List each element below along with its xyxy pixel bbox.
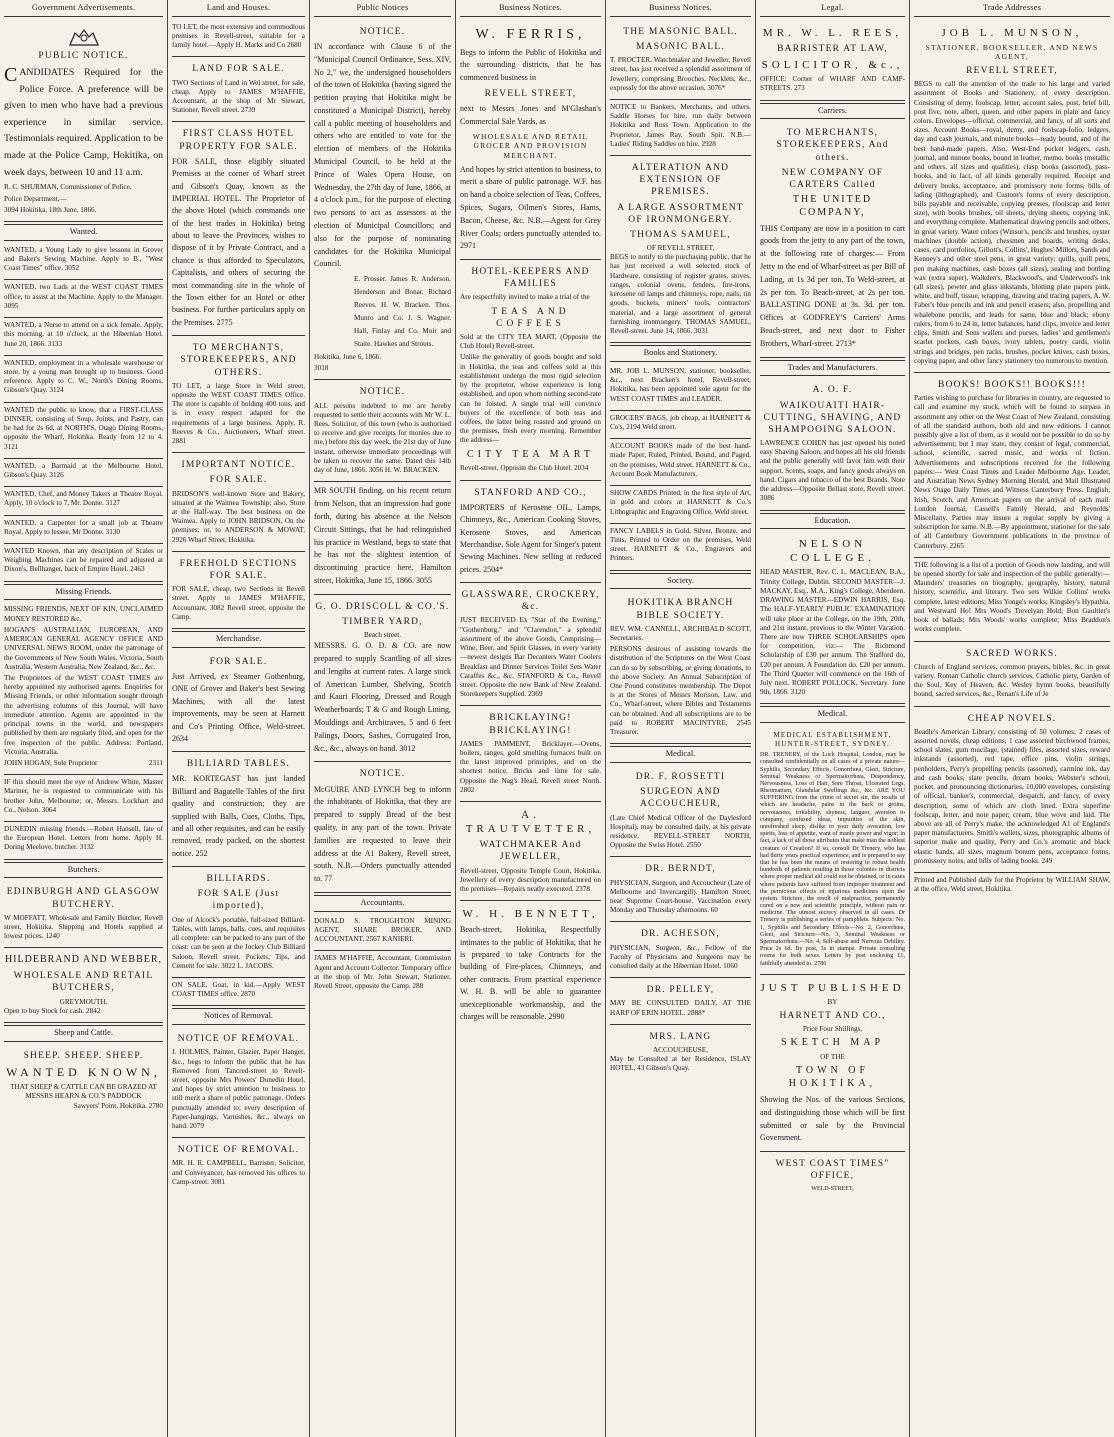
ad-item: FIRST CLASS HOTEL PROPERTY FOR SALE. FOR SALE, those eligibly situated Premises at the corner of Wharf street and Gibson's Quay, known as the IMPERIAL HOTEL. The Proprietor of the above Hotel (which commands one of the best trades in Hokitika) being about to leave the Provinces, wishes to dispose of it by Private Contract, and a chance is thus afforded to Speculators, Capitalists, and others of securing the most commanding site in the whole of the Town either for an Hotel or other business. For further particulars apply on the Premises. 2775: [172, 122, 305, 336]
column-business-2: [606, 0, 756, 1437]
column-business-1: [456, 0, 606, 1437]
ad-item: JAMES M'HAFFIE, Accountant, Commission Agent and Account Collector. Temporary office at the shop of Mr. John Stewart, Stationer, Revell Street, opposite the Camp. 288: [314, 954, 451, 990]
dept: Police Department,—: [4, 194, 67, 203]
ad-item: SHEEP. SHEEP. SHEEP. WANTED KNOWN, THAT SHEEP & CATTLE CAN BE GRAZED AT MESSRS HEARN & CO.'S PADDOCK Sawyers' Point, Hokitika. 2780: [6, 1050, 163, 1110]
column-public-notices: [310, 0, 456, 1437]
ad-item: WANTED, a Young Lady to give lessons in Grover and Baker's Sewing Machine. Apply to B., "West Coast Times" office. 3052: [4, 243, 163, 281]
section-header: Trades and Manufacturers.: [760, 360, 905, 377]
column-header: Land and Houses.: [172, 0, 305, 17]
section-header: Medical.: [610, 746, 751, 763]
ad-item: MR SOUTH finding, on his recent return from Nelson, that an impression had gone forth, during his absence at the Nelson Circuit Sittings, that he had relinquished his practice in Westland, begs to state that he has not the slightest intention of discontinuing practice here. Hamilton street, Hokitika, June 15, 1866. 3055: [314, 482, 451, 594]
ad-item: TO MERCHANTS, STOREKEEPERS, And others. NEW COMPANY OF CARTERS Called THE UNITED COMPANY, THIS Company are now in a position to cart goods from the jetty to any part of the town, at the following rate of charges:— From Jetty to the end of Wharf-street as per Bill of Lading, at 1s 3d per ton. To Weld-street, at 2s per ton. To Beach-street, at 2s per ton. BALLASTING DONE at 3s. 3d. per ton. Offices at GODFREY'S Carriers' Arms Beach-street, and next door to Fisher Brothers, Wharf-street. 2713*: [760, 121, 905, 357]
ad-item: DR. PELLEY, MAY BE CONSULTED DAILY, AT THE HARP OF ERIN HOTEL. 2888*: [610, 978, 751, 1025]
royal-crest-icon: [67, 27, 101, 47]
ad-item: WANTED, a Carpenter for a small job at Theatre Royal. Apply to lessee, Mr Donne. 3130: [4, 516, 163, 544]
section-header: Society.: [610, 573, 751, 590]
ad-item: DR. ACHESON, PHYSICIAN, Surgeon, &c., Fellow of the Faculty of Physicians and Surgeons may be consulted daily at the Hibernian Hotel. 1060: [610, 922, 751, 978]
ad-item: JOB L. MUNSON, STATIONER, BOOKSELLER, AND NEWS AGENT, REVELL STREET, BEGS to call the attention of the trade to his large and varied assortment of Books and Stationery, of every description. Consisting of demy, foolscap, letter, account sales, post, brief bill, post five, note, albert, queen, and other papers in plain and fancy colors. Envelopes—official, commercial, and fancy, of all sorts and sizes. Account Books—royal, demy, and foolscap-folio, ledgers, day and cash journals, and minute books—ready bound, and of the best hand-made papers. Also, West-End pocket ledgers, cash, journal, and minute books, bound in leather, memo. books (metallic and others, all sizes and qualities), clasp books (assorted), pass-books, and in fact, of all kinds generally required. Receipt and delivery books, acceptance, and promissory note forms, bills of lading (lithographed), and Custom's forms of every description, bills payable and receivable, copying presses, (foolscap and letter size), with books brushes, oil sheets, drying sheets, copying ink, and everything complete. Mathematical drawing pencils and others, in great variety. Water colors (Winsor's, pencils and brushes, oyster machines (double action), chessmen and boards, writing desks, cases, card portfolios, Gillott's, Collins', Hughes' Millors, Sands and Kenney's and other steel pens, in great variety; quills, quill pens, pen making machines, cash boxes (all sizes), sealing and bottling wax (extra super), Walkden's, Blackwood's, and Underwood's ink (all sizes), pewter and glass inkstands, blotting plate papers pink, white, and buff, tissue, wrapping, drawing and tracing papers, A. W. Faber's blue pencils and ink and pencil erasers; also, propelling and whalebone pencils, and leads for same, blue and black; ebony rulers, from 6 to 24 in, letter balances, hand clips, invoice and letter clips, Smith and Sons wallets and purses, ladies' and gentlemen's scarlet pockets, cash boxes, ivory tablets, poetry cards, violin strings and bridges, pen racks, brushes, pocket knives, cash boxes, copying paper, and other fancy stationery too numerous to mention.: [914, 20, 1110, 373]
ad-item: BRICKLAYING! BRICKLAYING! JAMES PAMMENT, Bricklayer.—Ovens, boilers, ranges, gold smelting furnaces built on the latest improved principles, and on the shortest notice. Bricks and lime for sale. Opposite the Nag's Head, Revell street North. 2802: [460, 706, 601, 802]
section-header: Sheep and Cattle.: [4, 1025, 163, 1042]
column-header: Trade Addresses: [914, 0, 1110, 17]
ad-item: NOTICE to Bankers, Merchants, and others. Saddle Horses for hire, run daily between Hokitika and Ross Town. Application to the Proprietor, James Ray, South Spit. N.B.—Ladies' Riding Saddles on hire. 2928: [610, 100, 751, 156]
ad-item: TO LET, the most extensive and commodious premises in Revell-street, suitable for a family hotel.—Apply H. Marks and Co 2680: [172, 20, 305, 58]
column-header: Government Advertisements.: [4, 0, 163, 17]
column-government: [0, 0, 168, 1437]
ad-item: MR. W. L. REES, BARRISTER AT LAW, SOLICITOR, &c., OFFICE: Corner of WHARF AND CAMP-STREETS. 273: [760, 20, 905, 101]
column-header: Legal.: [760, 0, 905, 17]
section-header: Medical.: [760, 706, 905, 723]
police-notice: [4, 20, 163, 222]
column-land: [168, 0, 310, 1437]
ad-item: BOOKS! BOOKS!! BOOKS!!! Parties wishing to purchase for libraries in country, are requested to call and examine my stock, which will be found to surpass in assortment any other on the West Coast of New Zealand, consisting of all the standard authors, both old and new editions. I cannot possibly give a list of them, as it would not be possible to do so by advertisement; but I may state, they consist of legal, commercial, school, scientific, sacred music, and works of fiction. Advertisements and subscriptions received for the following papers:— West Coast Times and Leader Melbourne Age, Leader, and Australian News Sydney Morning Herald, and Mail Illustrated News Otago Daily Times and Witness Canterbury Press. English, Irish, Scotch, and American papers on the arrival of each mail. London Journal, Cassell's Family Herald, and Reynolds' Miscellany. Parties may insure a regular supply by giving a subscription for same. N.B.—By appointment, stationer for the sale of all Canterbury Government publications in the province of Canterbury. 2265: [914, 373, 1110, 558]
ad-item: WANTED, two Lads at the WEST COAST TIMES office, to assist at the Machine. Apply to the Manager. 3095: [4, 280, 163, 318]
date: 3094 Hokitika, 18th June, 1866.: [4, 205, 97, 214]
ad-item: SACRED WORKS. Church of England services, common prayers, bibles, &c. in great variety. Roman Catholic church services, Catholic piety, Garden of the Soul, Key of Heaven, &c. Wesley hymn books, beautifully bound, sacred services, &c., Renan's Life of Je: [914, 642, 1110, 707]
ad-item: THE following is a list of a portion of Goods now landing, and will be opened shortly for sale and inspection of the public generally:— Maunders' treasuries on biography, geography, history, natural history, scientific, and literary. Two sets Wilkie Collins' works complete, latest editions; Miss Yonge's works; Kingsley's Hypathia, and Westward Ho! Mrs Wood's Trevelyan Hold; Bon Gaultier's book of ballads; Mrs Woods' works complete; Miss Braddon's works complete.: [914, 558, 1110, 642]
ad-item: IF this should meet the eye of Andrew White, Master Mariner, he is requested to communicate with his brother John, Melbourne; or, Messrs. Lockhart and Co., Nelson. 3064: [4, 775, 163, 822]
ad-item: JUST PUBLISHED BY HARNETT AND CO., Price Four Shillings, SKETCH MAP OF THE TOWN OF HOKITIKA, Showing the Nos. of the various Sections, and distinguishing those which will be first submitted or sale by the Provincial Government.: [760, 975, 905, 1152]
ad-item: MR. JOB L. MUNSON, stationer, bookseller, &c., next Bracken's hotel, Revell-street, Hokitika, has been appointed sole agent for the WEST COAST TIMES and LEADER.: [610, 364, 751, 411]
ad-item: LAND FOR SALE. TWO Sections of Land in Wel street, for sale, cheap. Apply to JAMES M'HAFFIE, Accountant, at the shop of Mr Stewart, Stationer, Revell street. 2739: [172, 57, 305, 122]
ad-item: NOTICE OF REMOVAL. MR. H. R. CAMPBELL, Barrister, Solicitor, and Conveyancer, has removed his offices to Camp-street. 3081: [172, 1145, 305, 1186]
ad-item: TO MERCHANTS, STOREKEEPERS, AND OTHERS. TO LET, a large Store in Weld street, opposite the WEST COAST TIMES Office. The store is capable of holding 400 tons, and is in every respect adapted for the requirements of a large business. Apply, R. Reeves & Co., Auctioneers, Wharf street. 2881: [172, 336, 305, 453]
section-header: Carriers.: [760, 103, 905, 120]
ad-item: WANTED, a Nurse to attend on a sick female. Apply, this morning, at 10 o'clock, at the Hibernian Hotel. June 20, 1866. 3133: [4, 318, 163, 356]
section-header: Books and Stationery.: [610, 345, 751, 362]
ad-item: NOTICE. ALL persons indebted to me are hereby requested to settle their accounts with Mr W. L. Rees, Solicitor, of this town (who is authorised to receive and give receipts for monies due to me,) before this day week, the 21st day of June instant, otherwise immediate proceedings will be taken to recover the same. Dated this 14th day of June, 1866. 3056 H. W. BRACKEN.: [314, 380, 451, 482]
ad-item: A. TRAUTVETTER, WATCHMAKER And JEWELLER, Revell-street, Opposite Temple Court, Hokitika. Jewellery of every description manufactured on the premises—Repairs neatly executed. 2378: [460, 802, 601, 901]
ad-item: CHEAP NOVELS. Beadle's American Library, consisting of 50 volumes; 2 cases of assorted novels, cheap editions; 1 case assorted birchwood frames, school slates, gum mucilage, (stained) files, assorted sizes, reward inkstands (assorted), red tape, office pins, violin strings, penholders, Perry's propelling pencils (assorted), carmine ink, day and cash books, slate pencils, dream books, Webster's school, pocket, and pronouncing dictionaries, 10,000 envelopes, consisting of official, banker's, commercial, despatch, and fancy, of every description, some of which are cloth lined. Extra superfine foolscap, letter, and note paper; cream, blue wove and laid. The above are all of Perry's make, the acknowledged A1 of England's paper manufacturers. Smith's wallets, sizes, photographic albums of superior make and quality, Perry and Co.'s aromatic and black elastic bands, all sizes, magnum bonum pens, acceptance forms, promissory notes, and bills of lading books. 249: [914, 707, 1110, 873]
ad-item: FOR SALE. Just Arrived, ex Steamer Gothenburg, ONE of Grover and Baker's best Sewing Machines, with all the latest improvements, may be seen at Harnett and Co's Printing Office, Weld-street. 2634: [172, 650, 305, 753]
ad-item: HOKITIKA BRANCH BIBLE SOCIETY. REV. WM. CANNELL, ARCHIBALD SCOTT, Secretaries. PERSONS desirous of assisting towards the distribution of the Scriptures on the West Coast can do so by subscribing, or giving donations, to the above Society. An Annual Subscription of One Pound constitutes membership. The Depot is at the Stores of Messrs Morison, Law, and Co., Wharf-street, where Bibles and Testaments can be obtained. And all subscriptions are to be paid to ROBERT MACINTYRE, 2545 Treasurer.: [610, 591, 751, 744]
ad-item: NOTICE OF REMOVAL. J. HOLMES, Painter, Glazier, Paper Hanger, &c., begs to inform the public that he has Removed from Tancred-street to Revell-street, opposite Mrs Powers' Dunedin Hotel, and hopes by strict attention to business to still merit a share of public patronage. Orders punctually attended to; every description of Paper-hangings, Varnishes, &c., always on hand. 2079: [172, 1027, 305, 1138]
imprint: Printed and Published daily for the Proprietor by WILLIAM SHAW, at the office, Weld street, Hokitika.: [914, 876, 1110, 893]
column-header: Business Notices.: [460, 0, 601, 17]
column-header: Business Notices.: [610, 0, 751, 17]
signature: R. C. SHURMAN, Commissioner of Police.: [4, 183, 132, 192]
ad-item: WANTED, Chef, and Money Takers at Theatre Royal. Apply, 10 o'clock to 7, Mr. Donne. 3127: [4, 487, 163, 515]
notice-title: PUBLIC NOTICE.: [38, 50, 129, 61]
column-header: Public Notices: [314, 0, 451, 17]
ad-item: G. O. DRISCOLL & CO.'S. TIMBER YARD, Beach street. MESSRS. G. O. D. & CO. are now prepared to supply Scantling of all sizes and lengths at current rates. A large stock of American Lumber, Shelving, Scotch and Kauri Flooring, Dressed and Rough Weatherboards; T & G and Rough Lining, Mouldings and Architraves, 5 and 6 feet Palings, Doors, Sashes, Corrugated Iron, &c., &c., always on hand. 3012: [314, 595, 451, 763]
ad-item: SHOW CARDS Printed, in the first style of Art, in gold and colors at HARNETT & Co.'s Lithographic and Engraving Office, Weld street.: [610, 486, 751, 524]
ad-item: ON SALE, Goat, in kid.—Apply WEST COAST TIMES office. 2870: [172, 978, 305, 1006]
ad-item: FANCY LABELS in Gold, Silver, Bronze, and Tints, Printed to Order on the premises, Weld street. HARNETT & Co., Engravers and Printers.: [610, 524, 751, 571]
ad-item: DR. F. ROSSETTI SURGEON AND ACCOUCHEUR, (Late Chief Medical Officer of the Daylesford Hospital), may be consulted daily, at his private residence. REVELL-STREET NORTH, Opposite the Swiss Hotel. 2550: [610, 765, 751, 857]
ad-item: THE MASONIC BALL. MASONIC BALL. T. PROCTER, Watchmaker and Jeweller, Revell street, has just received a splendid assortment of Jewellery, comprising Brooches, Necklets, &c., expressly for the above occasion. 3076*: [610, 20, 751, 100]
ad-item: NOTICE. IN accordance with Clause 6 of the "Municipal Council Ordinance, Sess. XIV, No 2," we, the undersigned householders of the town of Hokitika (having signed the petition praying that Hokitika might be constituted a Municipal District), hereby call a public meeting of householders and others who are entitled to vote for the election of members of the Hokitika Municipal Council, to be held at the Prince of Wales Opera House, on Wednesday, the 27th day of June, 1866, at 4 o'clock p.m., for the purpose of electing two persons to act as assessors at the election of Municipal Councillors; and also for the purpose of nominating candidates for the Hokitika Municipal Council. E. Prosser. James R. Anderson. Henderson and Bonar. Richard Reeves. H. W. Bracken. Thos. Munro and Co. J. S. Wagner. Hall, Finlay and Co. Moir and Staite. Hawkes and Strouts. Hokitika, June 6, 1866. 3018: [314, 20, 451, 381]
section-header: Education.: [760, 513, 905, 530]
ad-item: A. O. F. WAIKOUAITI HAIR-CUTTING, SHAVING, AND SHAMPOOING SALOON. LAWRENCE COHEN has just opened his noted easy Shaving Saloon, and hopes all his old friends and the public generally will favor him with their support. Scents, soaps, and fancy goods always on hand. Cigars and tobacco of the best Brands. Note the address—Opposite Bellast store, Revell street. 3086: [760, 378, 905, 510]
ad-item: W. FERRIS, Begs to inform the Public of Hokitika and the surrounding districts, that he has commenced business in REVELL STREET, next to Messrs Jones and M'Glashan's Commercial Sale Yards, as WHOLESALE AND RETAIL GROCER AND PROVISION MERCHANT. And hopes by strict attention to business, to merit a share of public patronage. W.F. has on hand a choice selection of Teas, Coffees, Spices, Sugars, Oilmen's Stores, Hams, Bacon, Cheese, &c. N.B.—Agent for Grey River Coals; orders punctually attended to. 2971: [460, 20, 601, 260]
ad-item: DUNEDIN missing friends.—Robert Hansell, late of the European Hotel. Letters from home. Apply H. Doring Meelove, butcher. 3132: [4, 822, 163, 860]
ad-item: WANTED the public to know, that a FIRST-CLASS DINNER, consisting of Soup, Joints, and Pastry, can be had for 2s 6d, at NORTH'S, Otago Dining Rooms, opposite the Wharf, Hokitika. Ready from 12 to 4. 3121: [4, 403, 163, 459]
section-header: Missing Friends.: [4, 584, 163, 601]
section-header: Merchandise.: [172, 631, 305, 648]
ad-item: GROCERS' BAGS, job cheap, at HARNETT & Co's, 2194 Weld street.: [610, 411, 751, 439]
ad-item: DR. BERNDT, PHYSICIAN, Surgeon, and Accoucheur (Late of Melbourne and Invercargill). Hamilton Street, near Supreme Court-house. Vaccination every Monday and Thursday afternoons. 60: [610, 857, 751, 922]
ad-item: DONALD S. TROUGHTON MINING AGENT, SHARE BROKER, AND ACCOUNTANT, 2567 KANIERI.: [314, 914, 451, 952]
ad-item: WANTED Known, that any description of Scales or Weighing Machines can be repaired and adjusted at Dixon's, Bellhanger, back of Empire Hotel. 2463: [4, 544, 163, 582]
ad-item: WANTED, employment in a wholesale warehouse or store, by a young man brought up to business. Good reference. Apply to C. W., North's Dining Rooms, Gibson's Quay. 3124: [4, 356, 163, 403]
ad-item: ALTERATION AND EXTENSION OF PREMISES. A LARGE ASSORTMENT OF IRONMONGERY. THOMAS SAMUEL, OF REVELL STREET, BEGS to notify to the purchasing public, that he has just received a well selected stock of Hardware, consisting of register grates, stoves, ranges, colonial ovens, fenders, fire-irons, kerosene oil lamps and chimneys, rope, nails, tin goods, buckets, miners' tools, contractors' material, and a large assortment of general furnishing ironmongery. THOMAS SAMUEL, Revell-street. June 14, 1866. 3031: [610, 156, 751, 343]
ad-item: FREEHOLD SECTIONS FOR SALE. FOR SALE, cheap, two Sections in Revell street. Apply to JAMES M'HAFFIE, Accountant, 3082 Revell street, opposite the Camp.: [172, 552, 305, 629]
ad-item: HOTEL-KEEPERS AND FAMILIES Are respectfully invited to make a trial of the TEAS AND COFFEES Sold at the CITY TEA MART, (Opposite the Club Hotel) Revell-street. Unlike the generality of goods bought and sold in Hokitika, the teas and coffees sold at this establishment undergo the most rigid selection by the proprietor, whose experience is long established, and upon whom nothing second-rate can be foisted. A single trial will convince buyers of the excellence of both teas and coffees, the latter being roasted and ground on the premises, fresh every morning. Remember the address— CITY TEA MART Revell-street, Opposite the Club Hotel. 2034: [460, 260, 601, 480]
notice-body: CANDIDATES Required for the Police Force. A preference will be given to men who have had a previous experience in similar service. Testimonials required. Application to be made at the Police Camp, Hokitika, on week days, between 10 and 11 a.m.: [4, 63, 163, 178]
ad-item: WEST COAST TIMES" OFFICE, WELD-STREET,: [775, 1159, 890, 1192]
ad-item: ACCOUNT BOOKS made of the best hand-made Paper, Ruled, Printed, Bound, and Paged, on the premises, Weld street. HARNETT & Co., Account Book Manufacturers.: [610, 439, 751, 486]
ad-item: BILLIARD TABLES. MR. KORTEGAST has just landed Billiard and Bagatelle Tables of the first quality and construction; they are supplied with Balls, Cues, Cloths, Tips, and all other requisites, and can be easily removed, ready packed, on the shortest notice. 252: [172, 752, 305, 867]
section-header: Accountants.: [314, 895, 451, 912]
ad-item: IMPORTANT NOTICE. FOR SALE. BRIDSON'S well-known Store and Bakery, situated at the Waimea Township; also, Store at the Half-way. The best business on the Waimea. Apply to JOHN BRIDSON, On the premises; or, to ANDERSON & MOWAT, 2926 Wharf Street, Hokitika.: [172, 453, 305, 552]
ad-item: EDINBURGH AND GLASGOW BUTCHERY. W MOFFATT, Wholesale and Family Butcher, Revell street, Hokitika. Shipping and Hotels supplied at lowest prices. 1240: [4, 880, 163, 948]
ad-item: MEDICAL ESTABLISHMENT, HUNTER-STREET, SYDNEY. DR. TRENERY, of the Lock Hospital, London, may be consulted confidentially on all cases of a private nature—Syphilis, Secondary Effects, Gonorrhœa, Gleet, Stricture, Seminal Weakness or Spermatorrhœa, Despondency, Nervousness, Loss of Hair, Sore Throat, Ulcerated Legs, Rheumatism, Glandular Swellings &c., &c. ARE YOU SUFFERING from the crime of secret sin, the results of which are headache, pains in the back or groins, nervousness, irritability, shyness, languor, aversion to company, confused ideas, impurities of the skin, unrefreshed sleep, dislike to your daily avocation, low spirits, loss of appetite, want of manly power and vigor; in fact, a lack of all those attributes that make man the noblest creature of Creation? If so, consult Dr Trenery, who has had thirty years practical experience, and is prepared to say that he has been the means of restoring to robust health hundreds of patients residing in those colonies in districts where proper medical aid could not be obtained, or in cases where patients have suffered from improper treatment and the pernicious effects of injurious medicines upon the system. Stricture, the result of malpractice, permanently cured on a new and scientific principle, without pain or medicine. The utmost secrecy observed in all cases. Dr Trenery is publishing a series of pamphlets. Subjects: No. 1, Syphilis and Secondary Effects—No. 2, Gonorrhœa, Gleet, and Stricture—No. 3, Seminal Weakness or Spermatorrhœa.—No. 4, Self-abuse and Nervous Debility. Price 2s 6d. By post, 3s in stamps. Private consulting rooms for both sexes. Letters by post enclosing £1, faithfully attended to. 2786: [760, 725, 905, 975]
section-header: Notices of Removal.: [172, 1008, 305, 1025]
section-header: Wanted.: [4, 224, 163, 241]
column-legal: [756, 0, 910, 1437]
ad-item: BILLIARDS. FOR SALE (Just imported), One of Alcock's portable, full-sized Billiard-Tables, with lamps, balls, cues, and requisites all complete: can be packed to any part of the coast: can be seen at the Jockey Club Billiard Saloon, Revell street. Pockets, Tips, and Cement for sale. 3022 L. JACOBS.: [172, 867, 305, 978]
ad-item: MRS. LANG ACCOUCHEUSE, May be Consulted at her Residence, ISLAY HOTEL, 43 Gibson's Quay.: [610, 1031, 751, 1073]
ad-item: MISSING FRIENDS, NEXT OF KIN, UNCLAIMED MONEY RESTORED &c. HOGAN'S AUSTRALIAN, EUROPEAN, AND AMERICAN GENERAL AGENCY OFFICE AND UNIVERSAL NEWS ROOM, under the patronage of the Governments of New South Wales, Victoria, South Australia, Western Australia, New Zealand, &c., &c. The Proprietors of the WEST COAST TIMES are hereby appointed my authorised agents. Enquiries for Missing Friends, or other information sought through the advertising columns of this Journal, will have immediate attention. Agents are appointed in the principal towns in the world, and newspapers published by them are regularly filed, and open for the free inspection of the public. Address: Portland, Victoria, Australia. 2311 JOHN HOGAN, Sole Proprietor: [4, 602, 163, 775]
ad-item: STANFORD AND CO., IMPORTERS of Kerosene OIL, Lamps, Chimneys, &c., American Cooking Stoves, Kerosene Stoves, and American Merchandise. Sole Agent for Singer's patent Sewing Machines. New selling at reduced prices. 2504*: [460, 481, 601, 584]
ad-item: W. H. BENNETT, Beach-street, Hokitika, Respectfully intimates to the public of Hokitika, that he is prepared to take Contracts for the building of Fire-places, Chimneys, and other contracts. From practical experience W. H. B. will be able to guarantee unexceptionable workmanship, and the charges will be reasonable. 2990: [460, 908, 601, 1021]
ad-item: WANTED, a Barmaid at the Melbourne Hotel, Gibson's Quay. 3126: [4, 459, 163, 487]
ad-item: GLASSWARE, CROCKERY, &c. JUST RECEIVED Ex "Star of the Evening," "Gothenburg," and "Clarendon," a splendid assortment of the above Goods, Comprising— Wine, Beer, and Spirit Glasses, in every variety—newest designs Bar Decanters Water Coolers Breakfast and Dinner Services Toilet Sets Water Caraffes &c., &c. STANFORD & Co., Revell street. Opposite the new Bank of New Zealand. Storekeepers Supplied. 2369: [460, 583, 601, 706]
column-trade: [910, 0, 1114, 1437]
ad-item: NELSON COLLEGE. HEAD MASTER, Rev. C. L. MACLEAN, B.A., Trinity College, Dublin. SECOND MASTER—J. MACKAY, Esq., M.A., King's College, Aberdeen. DRAWING MASTER—EDWIN HARRIS, Esq. The HALF-YEARLY PUBLIC EXAMINATION will take place at the College, on the 19th, 20th, and 21st instant, previous to the Winter Vacation. There are now THREE SCHOLARSHIPS open for competition, viz:— The Richmond Scholarship of £30 per annum. The Stafford do, £20 per annum. A Foundation do. £20 per annum. The Third Quarter will commence on the 16th of July next. ROBERT POLLOCK, Secretary. June 9th, 1866. 3120: [760, 531, 905, 704]
ad-item: HILDEBRAND AND WEBBER, WHOLESALE AND RETAIL BUTCHERS, GREYMOUTH. Open to buy Stock for cash. 2842: [4, 948, 163, 1023]
ad-item: NOTICE. McGUIRE AND LYNCH beg to inform the inhabitants of Hokitika, that they are prepared to supply Bread of the best quality, in any part of the town. Private families are requested to leave their address at the A1 Bakery, Revell street, south. N.B.—Orders punctually attended to. 77: [314, 762, 451, 893]
section-header: Butchers.: [4, 862, 163, 879]
